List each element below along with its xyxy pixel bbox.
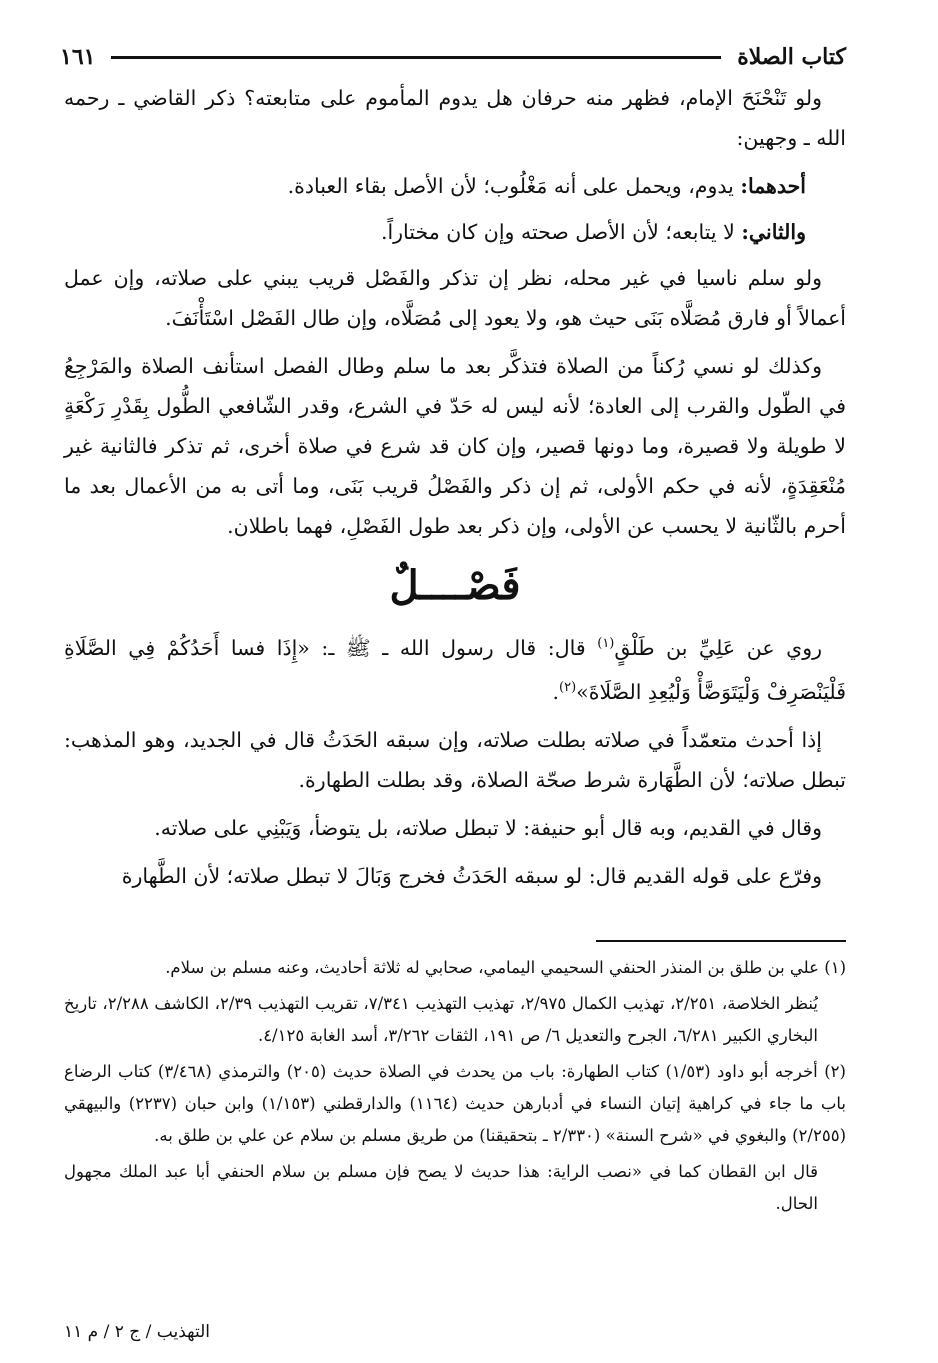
paragraph-3: [64, 212, 846, 252]
chapter-title: كتاب الصلاة: [737, 44, 846, 70]
paragraph-6: [64, 624, 846, 712]
section-heading: فَصْــــلٌ: [389, 562, 521, 609]
footnote-2: (٢) أخرجه أبو داود (١/٥٣) كتاب الطهارة: باب من يحدث في الصلاة حديث (٢٠٥) والترمذي (٣/٤٦٨) كتاب الرضاع باب ما جاء في كراهية إتيان النساء في أدبارهن حديث (١١٦٤) والدارقطني (١/١٥٣) وابن حبان (٢٢٣٧) والبيهقي (٢/٢٥٥) والبغوي في «شرح السنة» (٢/٣٣٠ ـ بتحقيقنا) من طريق مسلم بن سلام عن علي بن طلق به.: [64, 1062, 846, 1145]
paragraph-2-label: أحدهما:: [740, 174, 806, 198]
running-header: [60, 40, 846, 74]
footnote-divider: [596, 940, 846, 942]
hadith-end: .: [552, 679, 560, 704]
paragraph-9: وفرّع على قوله القديم قال: لو سبقه الحَدَثُ فخرج وَبَالَ لا تبطل صلاته؛ لأن الطَّهارة: [121, 863, 822, 888]
signature-mark: التهذيب / ج ٢ / م ١١: [64, 1322, 211, 1342]
paragraph-2: [64, 166, 846, 206]
footnote-ref-1[interactable]: (١): [597, 636, 615, 651]
header-rule: [111, 56, 721, 59]
paragraph-7: إذا أحدث متعمّداً في صلاته بطلت صلاته، وإن سبقه الحَدَثُ قال في الجديد، وهو المذهب: تبطل صلاته؛ لأن الطَّهَارة شرط صحّة الصلاة، وقد بطلت الطهارة.: [64, 727, 846, 792]
paragraph-2-text: يدوم، ويحمل على أنه مَغْلُوب؛ لأن الأصل بقاء العبادة.: [287, 174, 741, 198]
paragraph-3-text: لا يتابعه؛ لأن الأصل صحته وإن كان مختاراً.: [380, 220, 742, 244]
paragraph-3-label: والثاني:: [741, 220, 806, 244]
paragraph-8: وقال في القديم، وبه قال أبو حنيفة: لا تبطل صلاته، بل يتوضأ، وَيَبْنِي على صلاته.: [154, 815, 822, 840]
paragraph-1: ولو تَنْحْنَحَ الإمام، فظهر منه حرفان هل يدوم المأموم على متابعته؟ ذكر القاضي ـ رحمه الله ـ وجهين:: [64, 86, 846, 150]
main-text: [64, 78, 846, 904]
footnote-ref-2[interactable]: (٢): [559, 679, 577, 695]
footnote-2-comment: قال ابن القطان كما في «نصب الراية: هذا حديث لا يصح فإن مسلم بن سلام الحنفي أبا عبد الملك مجهول الحال.: [64, 1162, 818, 1213]
footnote-1: (١) علي بن طلق بن المنذر الحنفي السحيمي اليمامي، صحابي له ثلاثة أحاديث، وعنه مسلم بن سلام.: [165, 958, 846, 977]
footnote-1-sources: يُنظر الخلاصة، ٢/٢٥١، تهذيب الكمال ٢/٩٧٥، تهذيب التهذيب ٧/٣٤١، تقريب التهذيب ٢/٣٩، الكاشف ٢/٢٨٨، تاريخ البخاري الكبير ٦/٢٨١، الجرح والتعديل ٦/ ص ١٩١، الثقات ٣/٢٦٢، أسد الغابة ٤/١٢٥.: [64, 994, 818, 1045]
page-number: ١٦١: [60, 44, 96, 70]
hadith-intro: روي عن عَلِيِّ بن طَلْقٍ: [614, 635, 822, 660]
paragraph-5: وكذلك لو نسي رُكناً من الصلاة فتذكَّر بعد ما سلم وطال الفصل استأنف الصلاة والمَرْجِعُ في الطّول والقرب إلى العادة؛ لأنه ليس له حَدّ في الشرع، وقدر الشّافعي الطُّول بِقَدْرِ رَكْعَةٍ لا طويلة ولا قصيرة، وما دونها قصير، وإن كان قد شرع في صلاة أخرى، ثم تذكر فالثانية غير مُنْعَقِدَةٍ، لأنه في حكم الأولى، ثم إن ذكر والفَصْلُ قريب بَنَى، وما أتى به من الأعمال بعد ما أحرم بالثّانية لا يحسب عن الأولى، وإن ذكر بعد طول الفَصْلِ، فهما باطلان.: [64, 354, 846, 538]
footnotes: [64, 952, 846, 1224]
paragraph-4: ولو سلم ناسيا في غير محله، نظر إن تذكر والفَصْل قريب يبني على صلاته، وإن عمل أعمالاً أو فارق مُصَلَّاه بَنَى حيث هو، ولا يعود إلى مُصَلَّاه، وإن طال الفَصْل اسْتَأْنَفَ.: [64, 266, 846, 330]
hadith-text: قال: قال رسول الله ـ ﷺ ـ: «إِذَا فسا أَحَدُكُمْ فِي الصَّلَاةِ فَلْيَنْصَرِفْ وَلْيَتَوَضَّأْ وَلْيُعِدِ الصَّلَاةَ»: [64, 635, 846, 704]
